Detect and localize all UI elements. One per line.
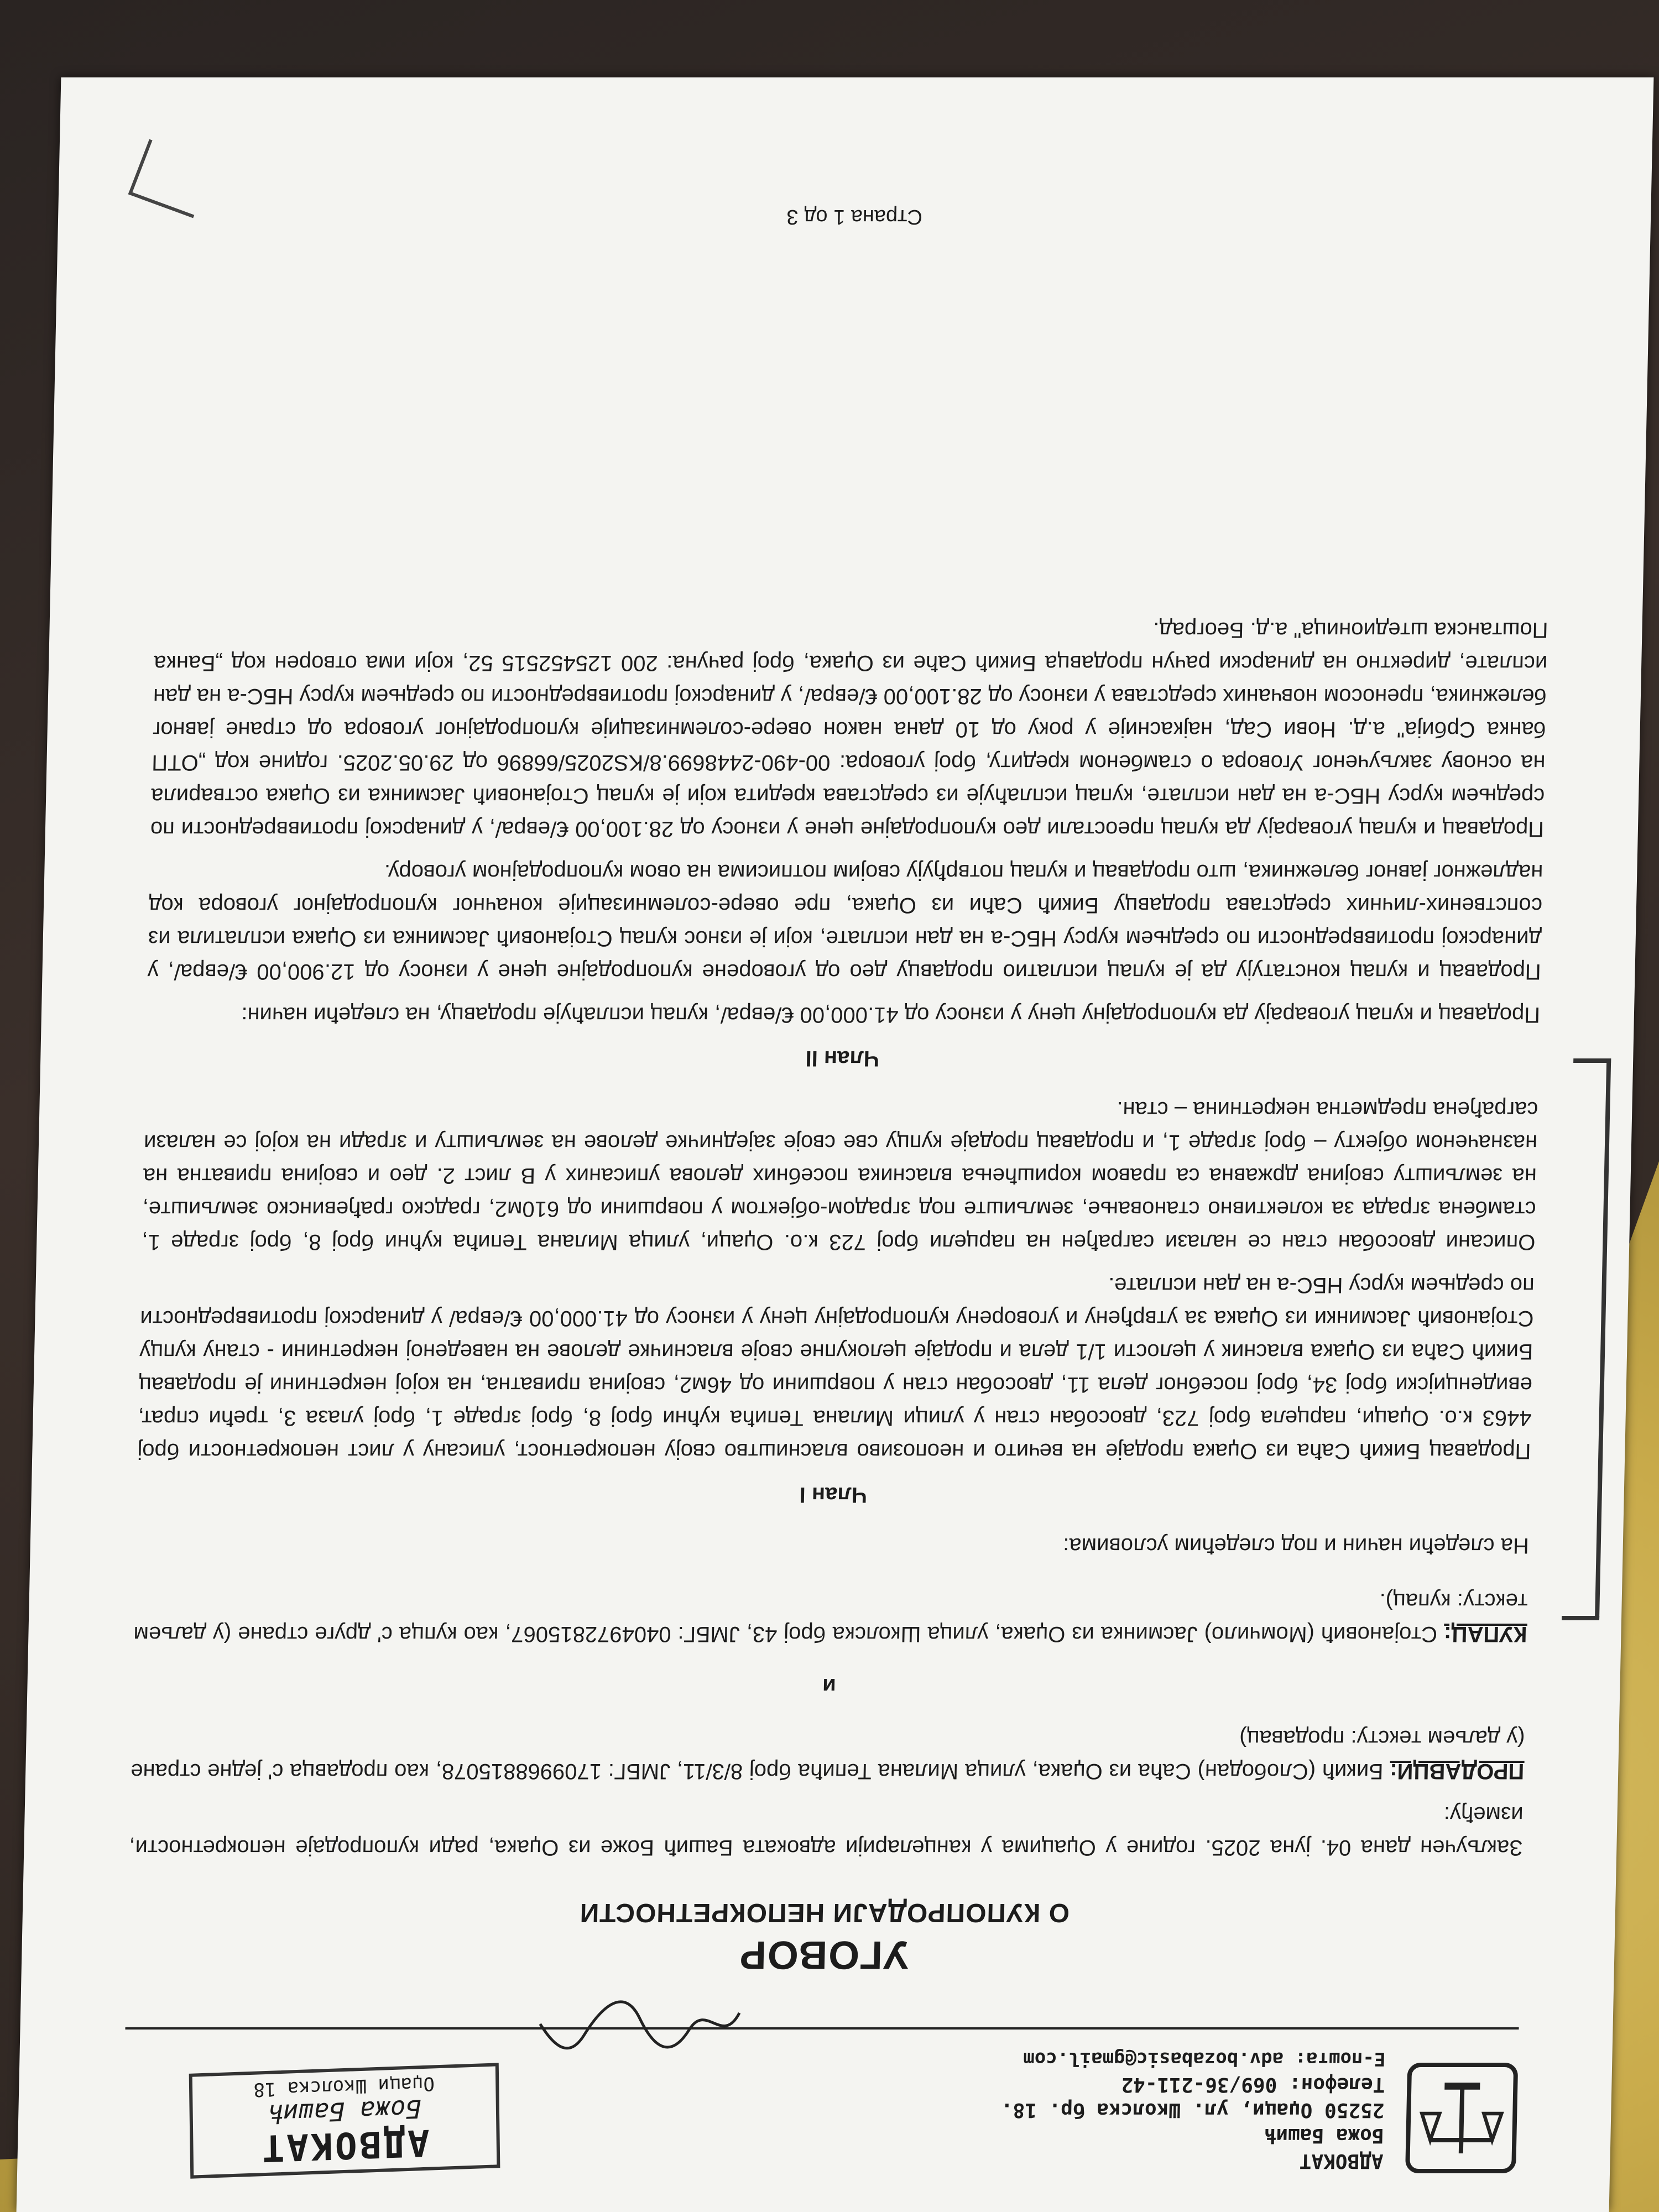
article-2-paragraph-2: Продавац и купац констатују да је купац исплатио продавцу део од уговорене купопродајне цене у износу од 12.900,00 €/евра/, у динарској противвредности по средњем курсу НБС-а на дан исплате, који је износ купац Стојановић Јасминка из Оџака исплатила из сопствених-личних средстава продавцу Бикић Саћи из Оџака, пре овере-солемнизације коначног купопродајног уговора код надлежног јавног бележника, што продавац и купац потврђују својим потписима на овом купопродајном уговору. [147, 860, 1543, 984]
letterhead-phone: Телефон: 069/36-211-42 [1121, 2073, 1385, 2096]
stamp-location: Оџаци Школска 18 [253, 2072, 435, 2101]
stamp-name: Божа Башић [267, 2094, 421, 2129]
sellers-label: ПРОДАВЦИ: [1389, 1759, 1525, 1783]
letterhead [122, 2041, 1519, 2173]
article-1-title: Члан I [799, 1483, 868, 1507]
letterhead-text [999, 2046, 1385, 2173]
article-2-paragraph-1: Продавац и купац уговарају да купопродајну цену у износу од 41.000,00 €/евра/, купац исплаћује продавцу, на следећи начин: [241, 1003, 1541, 1027]
article-2-title: Члан II [805, 1046, 880, 1071]
article-1-paragraph-2: Описани двособан стан се налази саграђен на парцели број 723 к.о. Оџаци, улица Милана Тепића кућни број 8, број зграде 1, стамбена зграда за колективно становање, земљиште под зградом-објектом у површини од 610м2, градско грађевинско земљиште, на земљишту својина државна са правом коришћења власника посебних делова уписаних у В лист 2. део и својина приватна на назначеном објекту – број зграде 1, и продавац продаје купцу све своје заједничке делове на земљишту и згради на којој се налази саграђена предметна некретнина – стан. [141, 1097, 1538, 1254]
scales-of-justice-logo-icon [1405, 2063, 1518, 2173]
sellers-text: Бикић (Слободан) Саћа из Оџака, улица Милана Тепића број 8/3/11, ЈМБГ: 1709968815078, као продавца с' једне стране (у даљем тексту: продавац) [130, 1726, 1525, 1783]
page-content [122, 603, 1548, 2173]
buyers-label: КУПАЦ: [1443, 1622, 1527, 1646]
buyers-text: Стојановић (Момчило) Јасминка из Оџака, улица Школска број 43, ЈМБГ: 0404972815067, као купца с' друге стране (у даљем тексту: купац). [133, 1589, 1528, 1646]
letterhead-email: Е-пошта: adv.bozabasic@gmail.com [1022, 2048, 1386, 2070]
letterhead-address: 25250 Оџаци, ул. Школска бр. 18. [1000, 2099, 1385, 2121]
contract-page [17, 77, 1654, 2212]
conditions-paragraph: На следећи начин и под следећим условима: [1062, 1533, 1530, 1558]
article-2-paragraph-3: Продавац и купац уговарају да купац преостали део купопродајне цене у износу од 28.100,00 €/евра/, у динарској противвредности по средњем курсу НБС-а на дан исплате, купац исплаћује из средстава кредита који је купац Стојановић Јасминка из Оџака остварила на основу закљученог Уговора о стамбеном кредиту, број уговора: 00-490-2448699.8/KS2025/66896 од 29.05.2025. године код „ОТП банка Србија" а.д. Нови Сад, најкасније у року од 10 дана након овере-солемнизације купопродајног уговора од стране јавног бележника, преносом новчаних средстава у износу од 28.100,00 €/евра/, у динарској противвредности по средњем курсу НБС-а на дан исплате, директно на динарски рачун продавца Бикић Саће из Оџака, број рачуна: 200 125452515 52, који има отворен код „Банка Поштанска штедионица" а.д. Београд. [150, 618, 1548, 841]
letterhead-name: Божа Башић [1264, 2124, 1384, 2147]
handwritten-signature [534, 1996, 745, 2057]
document-subtitle: О КУПОПРОДАЈИ НЕПОКРЕТНОСТИ [579, 1898, 1070, 1927]
margin-bracket-mark [1562, 1058, 1611, 1620]
stamp-title: АДВОКАТ [260, 2121, 430, 2170]
page-number: Страна 1 од 3 [786, 205, 923, 228]
sellers-paragraph [131, 1721, 1526, 1788]
buyers-paragraph [133, 1584, 1528, 1651]
document-title: УГОВОР [738, 1933, 909, 1977]
attorney-stamp [189, 2063, 500, 2178]
letterhead-title: АДВОКАТ [1299, 2150, 1384, 2172]
and-separator: и [822, 1674, 837, 1698]
intro-paragraph: Закључен дана 04. јуна 2025. године у Оџацима у канцеларији адвоката Башић Боже из Оџака, ради купопродаје непокретности, између: [128, 1802, 1524, 1860]
letterhead-divider [125, 2027, 1519, 2030]
article-1-paragraph-1: Продавац Бикић Саћа из Оџака продаје на вечито и неопозиво власништво своју непокретност, уписану у лист непокретности број 4463 к.о. Оџаци, парцела број 723, двособан стан у улици Милана Тепића кућни број 8, број зграде 1, број улаза 3, трећи спрат, евиденцијски број 34, број посебног дела 11, двособан стан у површини од 46м2, својина приватна, на којој некретнини је продавац Бикић Саћа из Оџака власник у целости 1/1 дела и продаје целокупне своје власничке делове на наведеној некретнини - стану купцу Стојановић Јасминки из Оџака за утврђену и уговорену купопродајну цену у износу од 41.000,00 €/евра/ у динарској противвредности по средњем курсу НБС-а на дан исплате. [137, 1273, 1535, 1463]
